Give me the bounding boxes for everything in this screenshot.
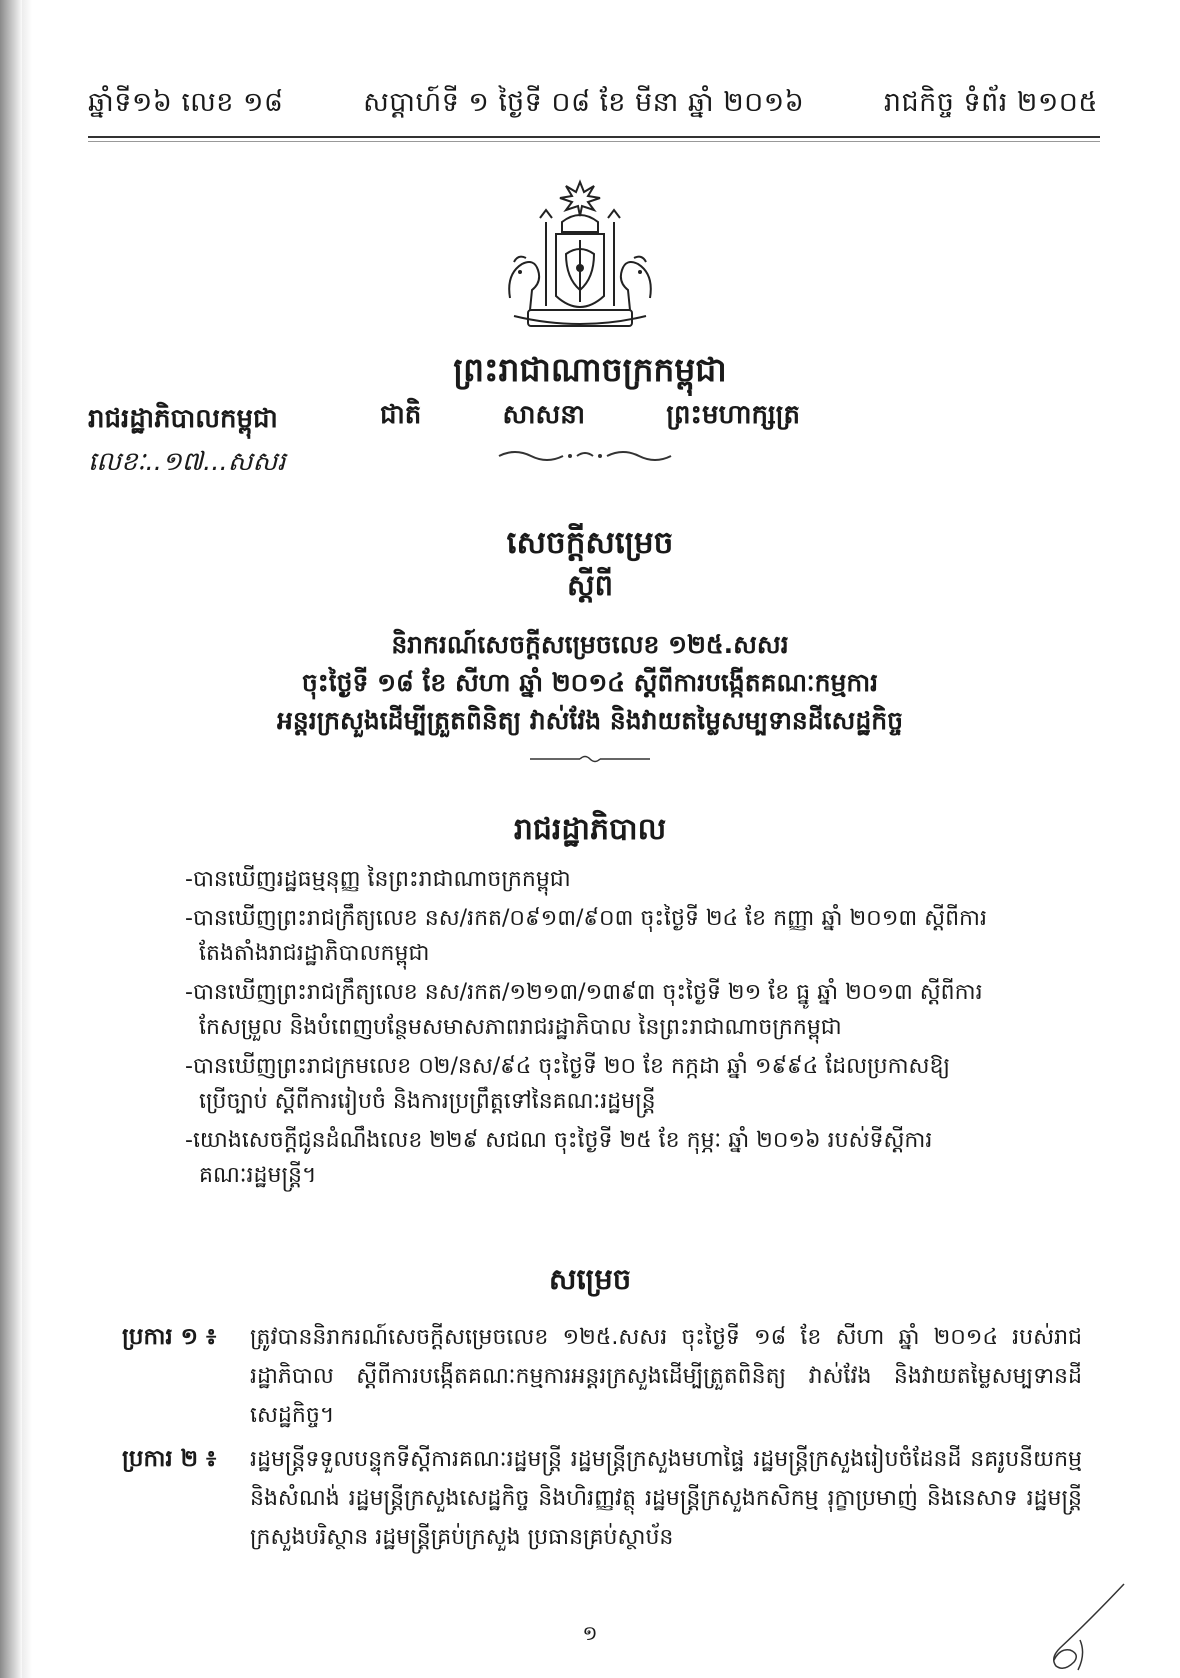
consideration-text: -បានឃើញរដ្ឋធម្មនុញ្ញ នៃព្រះរាជាណាចក្រកម្ពុជា [185,867,571,892]
gazette-issue: លេខ ១៨ [181,87,284,118]
motto-nation: ជាតិ [380,400,422,430]
gazette-year-issue [88,86,284,125]
document-type-title: សេចក្តីសម្រេច [506,525,674,561]
national-motto [380,398,800,436]
consideration-continuation: ប្រើច្បាប់ ស្តីពីការរៀបចំ និងការប្រព្រឹត្តទៅនៃគណៈរដ្ឋមន្ត្រី [199,1089,656,1114]
title-divider-ornament [530,754,650,764]
issuing-government: រាជរដ្ឋាភិបាលកម្ពុជា [88,404,278,434]
consideration-text: -យោងសេចក្តីជូនដំណឹងលេខ ២២៩ សជណ ចុះថ្ងៃទី ២៥ ខែ កុម្ភៈ ឆ្នាំ ២០១៦ របស់ទីស្តីការ [185,1128,933,1153]
consideration-continuation: គណៈរដ្ឋមន្ត្រី។ [199,1163,317,1188]
subject-line-2: ចុះថ្ងៃទី ១៨ ខែ សីហា ឆ្នាំ ២០១៤ ស្តីពីការបង្កើតគណៈកម្មការ [301,668,879,697]
article-text: ត្រូវបាននិរាករណ៍សេចក្តីសម្រេចលេខ ១២៥.សសរ ចុះថ្ងៃទី ១៨ ខែ សីហា ឆ្នាំ ២០១៤ របស់រាជរដ្ឋាភិបាល ស្តីពីការបង្កើតគណៈកម្មការអន្តរក្រសួងដើម្បីត្រួតពិនិត្យ វាស់វែង និងវាយតម្លៃសម្បទានដីសេដ្ឋកិច្ច។ [250,1325,1082,1428]
motto-religion: សាសនា [502,400,586,430]
kingdom-title: ព្រះរាជាណាចក្រកម្ពុជា [453,350,727,389]
consideration-text: -បានឃើញព្រះរាជក្រមលេខ ០២/នស/៩៤ ចុះថ្ងៃទី ២០ ខែ កក្កដា ឆ្នាំ ១៩៩៤ ដែលប្រកាសឱ្យ [185,1054,951,1079]
subject-line-3: អន្តរក្រសួងដើម្បីត្រួតពិនិត្យ វាស់វែង និងវាយតម្លៃសម្បទានដីសេដ្ឋកិច្ច [277,706,903,735]
considerations-list [185,862,1080,1197]
article-2 [122,1440,1082,1557]
reference-number: លេខៈ..១៧...សសរ [88,447,286,477]
royal-coat-of-arms-emblem [490,178,670,338]
consideration-item [185,1049,1080,1119]
header-divider [88,136,1100,142]
motto-king: ព្រះមហាក្សត្រ [666,400,800,430]
gazette-date: សប្តាហ៍ទី ១ ថ្ងៃទី ០៨ ខែ មីនា ឆ្នាំ ២០១៦ [363,87,805,118]
gazette-header [88,86,1098,125]
consideration-continuation: តែងតាំងរាជរដ្ឋាភិបាលកម្ពុជា [199,941,430,966]
document-about-label: ស្តីពី [566,568,614,602]
consideration-text: -បានឃើញព្រះរាជក្រឹត្យលេខ នស/រកត/០៩១៣/៩០៣ ចុះថ្ងៃទី ២៤ ខែ កញ្ញា ឆ្នាំ ២០១៣ ស្តីពីការ [185,906,987,931]
consideration-continuation: កែសម្រួល និងបំពេញបន្ថែមសមាសភាពរាជរដ្ឋាភិបាល នៃព្រះរាជាណាចក្រកម្ពុជា [199,1015,842,1040]
handwritten-signature [1020,1580,1130,1675]
consideration-item [185,1123,1080,1193]
authority-heading: រាជរដ្ឋាភិបាល [513,812,667,847]
motto-ornament [495,446,675,466]
page-number: ១ [582,1621,598,1645]
decides-heading: សម្រេច [548,1262,632,1296]
subject-line-1: និរាករណ៍សេចក្តីសម្រេចលេខ ១២៥.សសរ [391,630,789,659]
article-text: រដ្ឋមន្ត្រីទទួលបន្ទុកទីស្តីការគណៈរដ្ឋមន្ត្រី រដ្ឋមន្ត្រីក្រសួងមហាផ្ទៃ រដ្ឋមន្ត្រីក្រសួងរៀបចំដែនដី នគរូបនីយកម្ម និងសំណង់ រដ្ឋមន្ត្រីក្រសួងសេដ្ឋកិច្ច និងហិរញ្ញវត្ថុ រដ្ឋមន្ត្រីក្រសួងកសិកម្ម រុក្ខាប្រមាញ់ និងនេសាទ រដ្ឋមន្ត្រីក្រសួងបរិស្ថាន រដ្ឋមន្ត្រីគ្រប់ក្រសួង ប្រធានគ្រប់ស្ថាប័ន [250,1447,1082,1550]
article-1 [122,1318,1082,1435]
consideration-text: -បានឃើញព្រះរាជក្រឹត្យលេខ នស/រកត/១២១៣/១៣៩៣ ចុះថ្ងៃទី ២១ ខែ ធ្នូ ឆ្នាំ ២០១៣ ស្តីពីការ [185,980,983,1005]
consideration-item [185,901,1080,971]
article-label: ប្រការ ២ ៖ [122,1446,217,1472]
gazette-year: ឆ្នាំទី១៦ [88,87,173,118]
article-label: ប្រការ ១ ៖ [122,1324,217,1350]
consideration-item [185,862,1080,897]
consideration-item [185,975,1080,1045]
gazette-page: រាជកិច្ច ទំព័រ ២១០៥ [883,87,1098,118]
